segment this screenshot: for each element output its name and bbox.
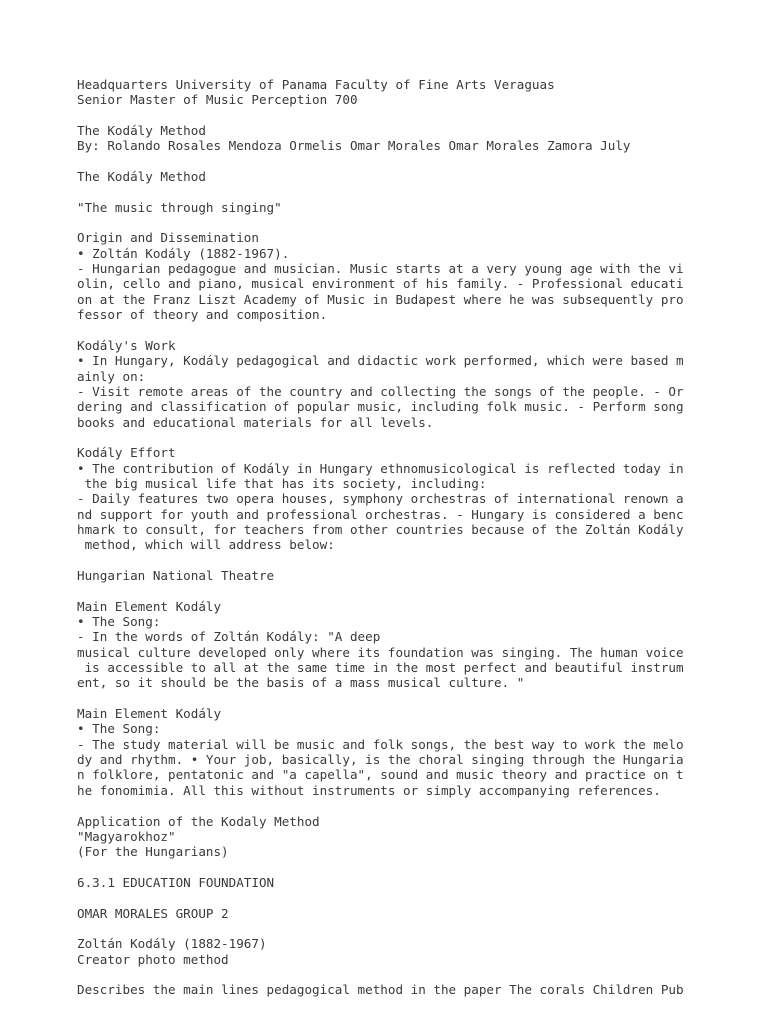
- text-line: hmark to consult, for teachers from other countries because of the Zoltán Kodály: [77, 521, 684, 537]
- text-line: ent, so it should be the basis of a mass musical culture. ": [77, 675, 525, 691]
- text-line: Origin and Dissemination: [77, 230, 259, 246]
- text-line: is accessible to all at the same time in the most perfect and beautiful instrum: [77, 660, 684, 676]
- text-line: on at the Franz Liszt Academy of Music in Budapest where he was subsequently pro: [77, 291, 684, 307]
- text-line: [77, 553, 717, 568]
- text-line: Creator photo method: [77, 951, 229, 967]
- text-line: Kodály's Work: [77, 337, 176, 353]
- text-line: musical culture developed only where its foundation was singing. The human voice: [77, 644, 684, 660]
- text-line: he fonomimia. All this without instruments or simply accompanying references.: [77, 782, 661, 798]
- text-line: n folklore, pentatonic and "a capella", sound and music theory and practice on t: [77, 767, 684, 783]
- text-line: By: Rolando Rosales Mendoza Ormelis Omar Morales Omar Morales Zamora July: [77, 138, 631, 154]
- text-line: - Hungarian pedagogue and musician. Music starts at a very young age with the vi: [77, 261, 684, 277]
- text-line: Main Element Kodály: [77, 706, 222, 722]
- text-line: [77, 890, 717, 905]
- text-line: [77, 215, 717, 230]
- text-line: Describes the main lines pedagogical method in the paper The corals Children Pub: [77, 982, 684, 998]
- text-line: - Visit remote areas of the country and collecting the songs of the people. - Or: [77, 383, 684, 399]
- text-line: • Zoltán Kodály (1882-1967).: [77, 245, 290, 261]
- text-line: the big musical life that has its society, including:: [77, 475, 487, 491]
- text-line: Application of the Kodaly Method: [77, 813, 320, 829]
- text-line: Headquarters University of Panama Faculty of Fine Arts Veraguas: [77, 77, 555, 92]
- text-line: Zoltán Kodály (1882-1967): [77, 936, 267, 952]
- text-line: Senior Master of Music Perception 700: [77, 92, 358, 108]
- text-line: The Kodály Method: [77, 169, 206, 185]
- text-line: books and educational materials for all levels.: [77, 414, 434, 430]
- text-line: - The study material will be music and folk songs, the best way to work the melo: [77, 736, 684, 752]
- text-line: OMAR MORALES GROUP 2: [77, 905, 229, 921]
- text-line: [77, 583, 717, 598]
- text-line: nd support for youth and professional orchestras. - Hungary is considered a benc: [77, 506, 684, 522]
- text-line: • The contribution of Kodály in Hungary ethnomusicological is reflected today in: [77, 460, 684, 476]
- text-line: [77, 798, 717, 813]
- text-line: method, which will address below:: [77, 537, 335, 553]
- text-line: • The Song:: [77, 721, 161, 737]
- text-line: - Daily features two opera houses, symphony orchestras of international renown a: [77, 491, 684, 507]
- text-line: The Kodály Method: [77, 123, 206, 139]
- text-line: [77, 108, 717, 123]
- text-line: Hungarian National Theatre: [77, 568, 275, 583]
- document-text: [77, 77, 717, 998]
- text-line: - In the words of Zoltán Kodály: "A deep: [77, 629, 381, 645]
- text-line: fessor of theory and composition.: [77, 307, 328, 323]
- text-line: [77, 430, 717, 445]
- text-line: • In Hungary, Kodály pedagogical and didactic work performed, which were based m: [77, 353, 684, 369]
- text-line: Main Element Kodály: [77, 598, 222, 614]
- text-line: [77, 921, 717, 936]
- text-line: [77, 691, 717, 706]
- text-line: [77, 184, 717, 199]
- text-line: [77, 860, 717, 875]
- text-line: [77, 154, 717, 169]
- text-line: 6.3.1 EDUCATION FOUNDATION: [77, 874, 275, 890]
- text-line: [77, 323, 717, 338]
- text-line: (For the Hungarians): [77, 844, 229, 860]
- text-line: ainly on:: [77, 368, 146, 384]
- text-line: [77, 967, 717, 982]
- text-line: dering and classification of popular music, including folk music. - Perform song: [77, 399, 684, 415]
- text-line: "Magyarokhoz": [77, 828, 176, 844]
- text-line: "The music through singing": [77, 199, 282, 215]
- text-line: • The Song:: [77, 614, 161, 630]
- text-line: dy and rhythm. • Your job, basically, is the choral singing through the Hungaria: [77, 752, 684, 768]
- text-line: olin, cello and piano, musical environment of his family. - Professional educati: [77, 276, 684, 292]
- text-line: Kodály Effort: [77, 445, 176, 461]
